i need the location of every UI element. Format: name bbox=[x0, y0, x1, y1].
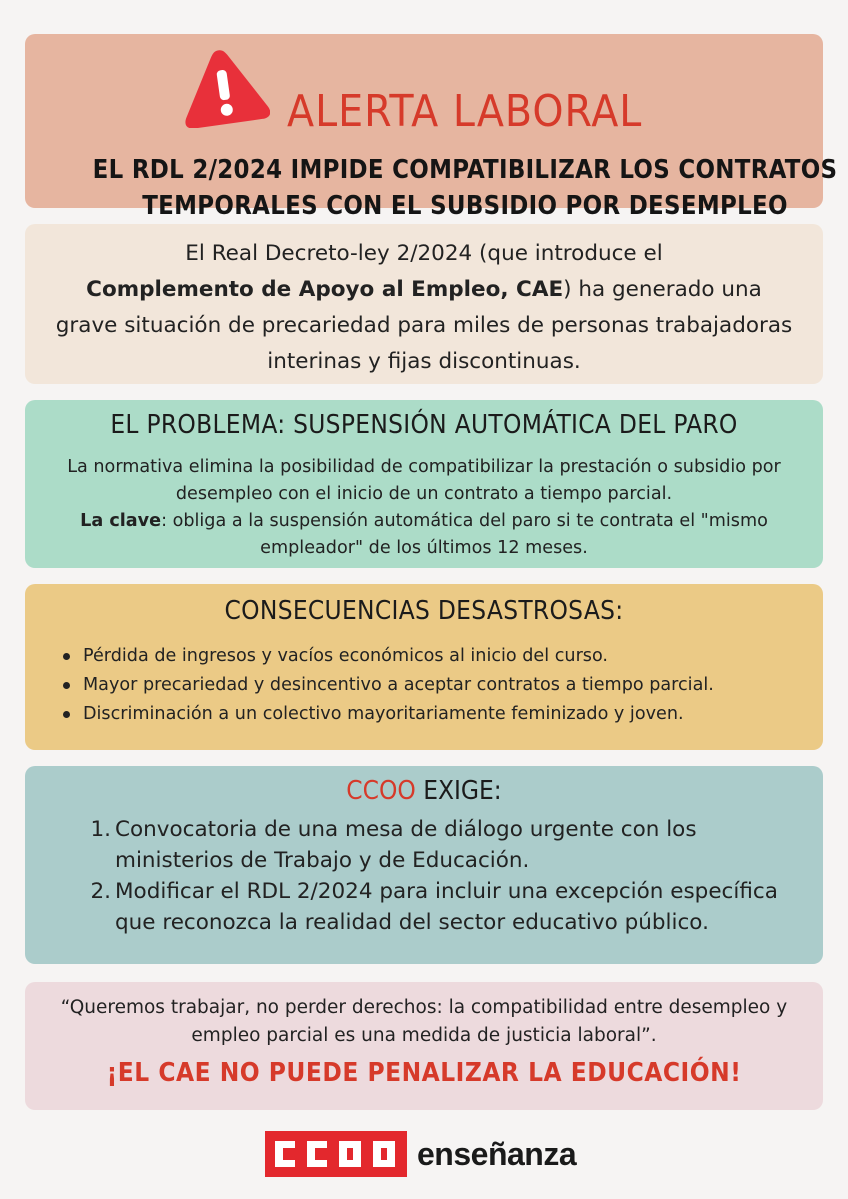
ccoo-logo-mark bbox=[265, 1131, 407, 1177]
quote-panel bbox=[25, 982, 823, 1110]
ccoo-ensenanza-logo bbox=[265, 1131, 576, 1177]
alert-header-panel bbox=[25, 34, 838, 221]
alert-title: ALERTA LABORAL bbox=[287, 86, 643, 137]
consequences-title: CONSECUENCIAS DESASTROSAS: bbox=[224, 596, 624, 626]
brand-name: enseñanza bbox=[417, 1135, 577, 1172]
demand-text: Convocatoria de una mesa de diálogo urgente con los ministerios de Trabajo y de Educación. bbox=[115, 817, 697, 873]
problem-text-1: La normativa elimina la posibilidad de compatibilizar la prestación o subsidio por desempleo con el inicio de un contrato a tiempo parcial. bbox=[67, 457, 781, 504]
problem-panel bbox=[25, 400, 823, 568]
demands-panel bbox=[25, 766, 823, 964]
intro-text bbox=[55, 236, 793, 380]
problem-text bbox=[55, 454, 793, 562]
demand-number: 2. bbox=[90, 879, 111, 904]
quote-text: “Queremos trabajar, no perder derechos: la compatibilidad entre desempleo y empleo parcial es una medida de justicia laboral”. bbox=[60, 997, 788, 1046]
demands-title bbox=[25, 776, 823, 806]
bullet-icon bbox=[63, 682, 70, 689]
demand-text: Modificar el RDL 2/2024 para incluir una excepción específica que reconozca la realidad del sector educativo público. bbox=[115, 879, 778, 935]
subtitle-line-2: TEMPORALES CON EL SUBSIDIO POR DESEMPLEO bbox=[142, 191, 788, 221]
demands-title-rest: EXIGE: bbox=[415, 776, 502, 806]
demand-item bbox=[65, 876, 803, 938]
demand-item bbox=[65, 814, 803, 876]
demands-list bbox=[65, 814, 803, 938]
bullet-icon bbox=[63, 711, 70, 718]
subtitle-line-1: EL RDL 2/2024 IMPIDE COMPATIBILIZAR LOS CONTRATOS bbox=[92, 155, 838, 185]
consequences-list bbox=[63, 642, 813, 729]
demands-title-brand: CCOO bbox=[346, 776, 416, 806]
intro-text-post: ) ha generado una grave situación de precariedad para miles de personas trabajadoras interinas y fijas discontinuas. bbox=[55, 277, 793, 374]
demand-number: 1. bbox=[90, 817, 111, 842]
consequence-item bbox=[63, 700, 813, 729]
bullet-icon bbox=[63, 653, 70, 660]
problem-text-2: : obliga a la suspensión automática del paro si te contrata el "mismo empleador" de los últimos 12 meses. bbox=[161, 511, 768, 558]
ccoo-logo-icon bbox=[265, 1131, 407, 1177]
slogan: ¡EL CAE NO PUEDE PENALIZAR LA EDUCACIÓN! bbox=[106, 1058, 742, 1088]
intro-text-bold: Complemento de Apoyo al Empleo, CAE bbox=[86, 277, 564, 302]
intro-text-pre: El Real Decreto-ley 2/2024 (que introduce el bbox=[185, 241, 663, 266]
consequence-item bbox=[63, 671, 813, 700]
consequence-text: Discriminación a un colectivo mayoritariamente feminizado y joven. bbox=[83, 704, 684, 724]
consequences-panel bbox=[25, 584, 823, 750]
alert-subtitle bbox=[85, 152, 845, 224]
intro-panel bbox=[25, 224, 823, 384]
consequence-text: Pérdida de ingresos y vacíos económicos al inicio del curso. bbox=[83, 646, 609, 666]
consequence-text: Mayor precariedad y desincentivo a aceptar contratos a tiempo parcial. bbox=[83, 675, 714, 695]
consequence-item bbox=[63, 642, 813, 671]
problem-key-label: La clave bbox=[80, 511, 162, 531]
warning-triangle-icon bbox=[178, 44, 270, 128]
problem-title: EL PROBLEMA: SUSPENSIÓN AUTOMÁTICA DEL PARO bbox=[110, 410, 738, 440]
